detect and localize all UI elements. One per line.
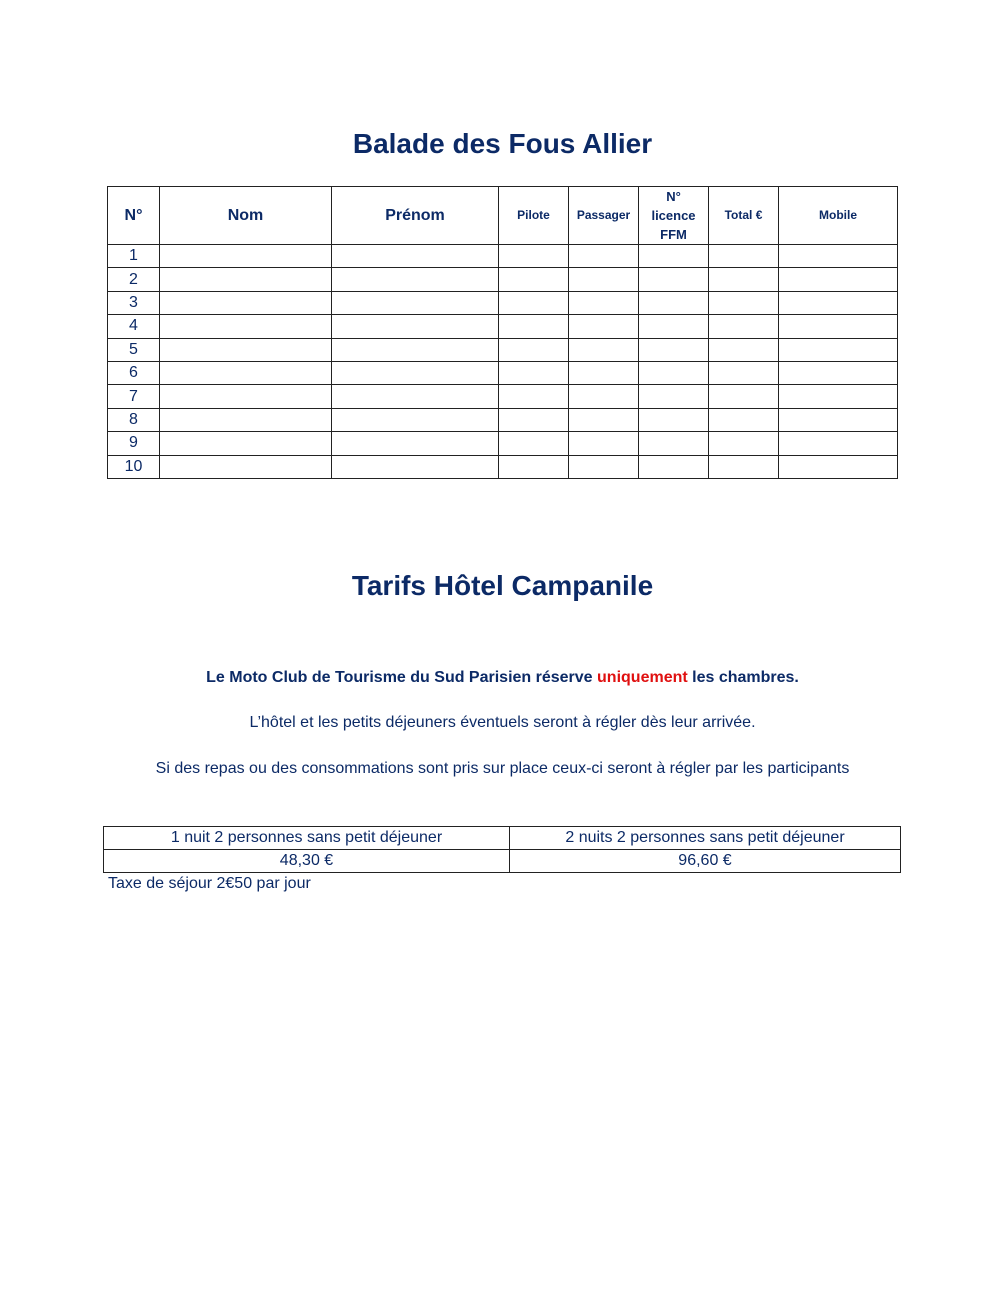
notice-highlight: uniquement: [597, 669, 688, 686]
cell-passager[interactable]: [569, 245, 639, 268]
cell-licence[interactable]: [639, 338, 709, 361]
payment-notice: L’hôtel et les petits déjeuners éventuels seront à régler dès leur arrivée.: [249, 714, 756, 731]
row-number: 6: [108, 361, 160, 384]
cell-total[interactable]: [709, 361, 779, 384]
cell-nom[interactable]: [160, 455, 332, 478]
cell-passager[interactable]: [569, 361, 639, 384]
cell-nom[interactable]: [160, 385, 332, 408]
table-row: [108, 245, 898, 268]
cell-mobile[interactable]: [779, 268, 898, 291]
cell-total[interactable]: [709, 291, 779, 314]
cell-licence[interactable]: [639, 432, 709, 455]
cell-passager[interactable]: [569, 432, 639, 455]
table-row: [108, 408, 898, 431]
header-mobile: Mobile: [779, 187, 898, 245]
cell-nom[interactable]: [160, 361, 332, 384]
table-row: [108, 455, 898, 478]
cell-passager[interactable]: [569, 268, 639, 291]
header-licence-line2: licence: [651, 208, 696, 223]
cell-prenom[interactable]: [332, 385, 499, 408]
cell-pilote[interactable]: [499, 291, 569, 314]
table-row: [108, 268, 898, 291]
cell-pilote[interactable]: [499, 338, 569, 361]
table-row: [108, 361, 898, 384]
table-row: [108, 385, 898, 408]
cell-licence[interactable]: [639, 315, 709, 338]
row-number: 5: [108, 338, 160, 361]
cell-pilote[interactable]: [499, 361, 569, 384]
cell-nom[interactable]: [160, 268, 332, 291]
cell-licence[interactable]: [639, 385, 709, 408]
cell-total[interactable]: [709, 432, 779, 455]
header-licence-line1: N°: [666, 189, 681, 204]
price-label-two-nights: 2 nuits 2 personnes sans petit déjeuner: [510, 827, 901, 850]
cell-pilote[interactable]: [499, 315, 569, 338]
row-number: 10: [108, 455, 160, 478]
price-value-row: [104, 850, 901, 873]
registration-body: [108, 245, 898, 479]
cell-passager[interactable]: [569, 291, 639, 314]
cell-licence[interactable]: [639, 245, 709, 268]
cell-prenom[interactable]: [332, 455, 499, 478]
cell-pilote[interactable]: [499, 408, 569, 431]
tax-note: Taxe de séjour 2€50 par jour: [108, 875, 311, 892]
cell-passager[interactable]: [569, 385, 639, 408]
header-prenom: Prénom: [332, 187, 499, 245]
table-row: [108, 432, 898, 455]
row-number: 1: [108, 245, 160, 268]
cell-nom[interactable]: [160, 245, 332, 268]
meals-notice: Si des repas ou des consommations sont pris sur place ceux-ci seront à régler par les participants: [155, 760, 850, 777]
table-row: [108, 338, 898, 361]
cell-pilote[interactable]: [499, 385, 569, 408]
cell-mobile[interactable]: [779, 338, 898, 361]
cell-mobile[interactable]: [779, 315, 898, 338]
cell-mobile[interactable]: [779, 245, 898, 268]
cell-nom[interactable]: [160, 338, 332, 361]
cell-passager[interactable]: [569, 315, 639, 338]
header-num: N°: [108, 187, 160, 245]
registration-table: [107, 186, 898, 479]
price-value-two-nights: 96,60 €: [510, 850, 901, 873]
hotel-title: Tarifs Hôtel Campanile: [351, 570, 654, 601]
reservation-notice: [0, 669, 1005, 687]
header-total: Total €: [709, 187, 779, 245]
cell-nom[interactable]: [160, 315, 332, 338]
header-licence-line3: FFM: [660, 227, 687, 242]
cell-total[interactable]: [709, 268, 779, 291]
cell-licence[interactable]: [639, 408, 709, 431]
table-row: [108, 291, 898, 314]
cell-mobile[interactable]: [779, 432, 898, 455]
cell-pilote[interactable]: [499, 432, 569, 455]
row-number: 8: [108, 408, 160, 431]
row-number: 7: [108, 385, 160, 408]
row-number: 9: [108, 432, 160, 455]
cell-mobile[interactable]: [779, 385, 898, 408]
cell-prenom[interactable]: [332, 245, 499, 268]
cell-prenom[interactable]: [332, 432, 499, 455]
cell-prenom[interactable]: [332, 291, 499, 314]
cell-mobile[interactable]: [779, 408, 898, 431]
header-passager: Passager: [569, 187, 639, 245]
cell-total[interactable]: [709, 245, 779, 268]
cell-passager[interactable]: [569, 408, 639, 431]
cell-licence[interactable]: [639, 268, 709, 291]
price-value-one-night: 48,30 €: [104, 850, 510, 873]
row-number: 4: [108, 315, 160, 338]
notice-before: Le Moto Club de Tourisme du Sud Parisien réserve: [206, 669, 598, 686]
cell-total[interactable]: [709, 408, 779, 431]
header-nom: Nom: [160, 187, 332, 245]
table-row: [108, 315, 898, 338]
cell-prenom[interactable]: [332, 408, 499, 431]
header-licence: [639, 187, 709, 245]
notice-after: les chambres.: [687, 669, 799, 686]
price-label-one-night: 1 nuit 2 personnes sans petit déjeuner: [104, 827, 510, 850]
cell-pilote[interactable]: [499, 245, 569, 268]
cell-licence[interactable]: [639, 455, 709, 478]
cell-total[interactable]: [709, 315, 779, 338]
cell-prenom[interactable]: [332, 361, 499, 384]
cell-licence[interactable]: [639, 361, 709, 384]
cell-licence[interactable]: [639, 291, 709, 314]
cell-total[interactable]: [709, 455, 779, 478]
cell-nom[interactable]: [160, 408, 332, 431]
row-number: 2: [108, 268, 160, 291]
cell-prenom[interactable]: [332, 338, 499, 361]
cell-mobile[interactable]: [779, 361, 898, 384]
cell-nom[interactable]: [160, 291, 332, 314]
cell-pilote[interactable]: [499, 455, 569, 478]
cell-passager[interactable]: [569, 455, 639, 478]
cell-mobile[interactable]: [779, 291, 898, 314]
cell-nom[interactable]: [160, 432, 332, 455]
cell-mobile[interactable]: [779, 455, 898, 478]
price-label-row: [104, 827, 901, 850]
cell-total[interactable]: [709, 338, 779, 361]
cell-prenom[interactable]: [332, 315, 499, 338]
registration-title: Balade des Fous Allier: [352, 128, 653, 159]
cell-total[interactable]: [709, 385, 779, 408]
header-pilote: Pilote: [499, 187, 569, 245]
row-number: 3: [108, 291, 160, 314]
cell-pilote[interactable]: [499, 268, 569, 291]
price-table: [103, 826, 901, 873]
table-header-row: [108, 187, 898, 245]
cell-prenom[interactable]: [332, 268, 499, 291]
cell-passager[interactable]: [569, 338, 639, 361]
